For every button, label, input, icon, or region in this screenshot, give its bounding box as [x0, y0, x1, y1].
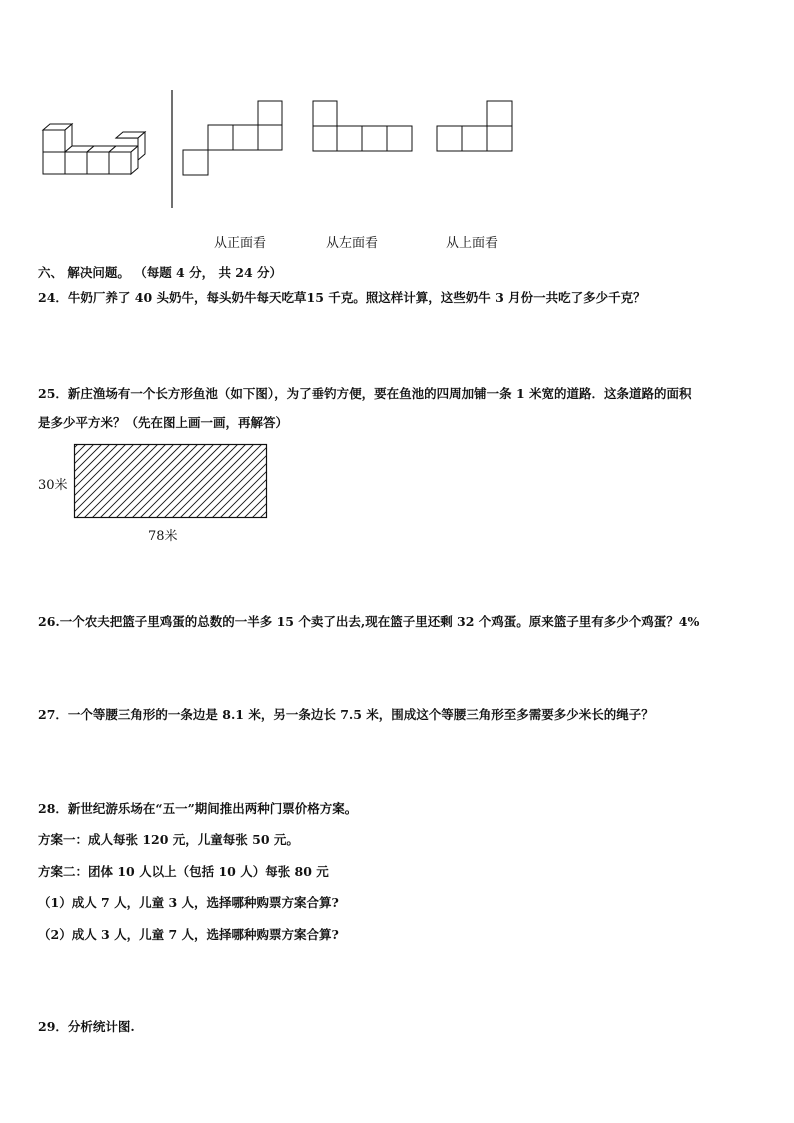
left-view-grid: [313, 101, 415, 153]
question-25-line2: 是多少平方米？（先在图上画一画，再解答）: [38, 415, 289, 430]
question-28-plan2: 方案二：团体 10 人以上（包括 10 人）每张 80 元: [38, 864, 329, 879]
question-28-sub1: （1）成人 7 人，儿童 3 人，选择哪种购票方案合算?: [38, 895, 339, 910]
question-28-plan1: 方案一：成人每张 120 元，儿童每张 50 元。: [38, 832, 299, 847]
top-view-grid: [437, 101, 515, 153]
question-25-line1: 25．新庄渔场有一个长方形鱼池（如下图），为了垂钓方便，要在鱼池的四周加铺一条 1 米宽的道路．这条道路的面积: [38, 386, 692, 401]
pond-width-label: 78米: [148, 529, 178, 544]
question-28-sub2: （2）成人 3 人，儿童 7 人，选择哪种购票方案合算?: [38, 927, 339, 942]
vertical-divider: [170, 90, 174, 210]
top-view-label: 从上面看: [446, 236, 499, 251]
question-24: 24．牛奶厂养了 40 头奶牛，每头奶牛每天吃草15 千克。照这样计算，这些奶牛 3 月份一共吃了多少千克？: [38, 290, 646, 305]
front-view-grid: [183, 101, 283, 177]
question-29: 29．分析统计图.: [38, 1019, 135, 1034]
cube-figure: [40, 124, 155, 180]
pond-height-label: 30米: [38, 478, 68, 493]
question-27: 27．一个等腰三角形的一条边是 8.1 米，另一条边长 7.5 米，围成这个等腰三角形至多需要多少米长的绳子？: [38, 707, 654, 722]
pond-rectangle: [74, 444, 268, 519]
front-view-label: 从正面看: [214, 236, 267, 251]
question-26: 26.一个农夫把篮子里鸡蛋的总数的一半多 15 个卖了出去,现在篮子里还剩 32 个鸡蛋。原来篮子里有多少个鸡蛋？4%: [38, 614, 700, 629]
left-view-label: 从左面看: [326, 236, 379, 251]
question-28-intro: 28．新世纪游乐场在“五一”期间推出两种门票价格方案。: [38, 801, 358, 816]
section-heading: 六、 解决问题。 （每题 4 分， 共 24 分）: [38, 265, 283, 280]
